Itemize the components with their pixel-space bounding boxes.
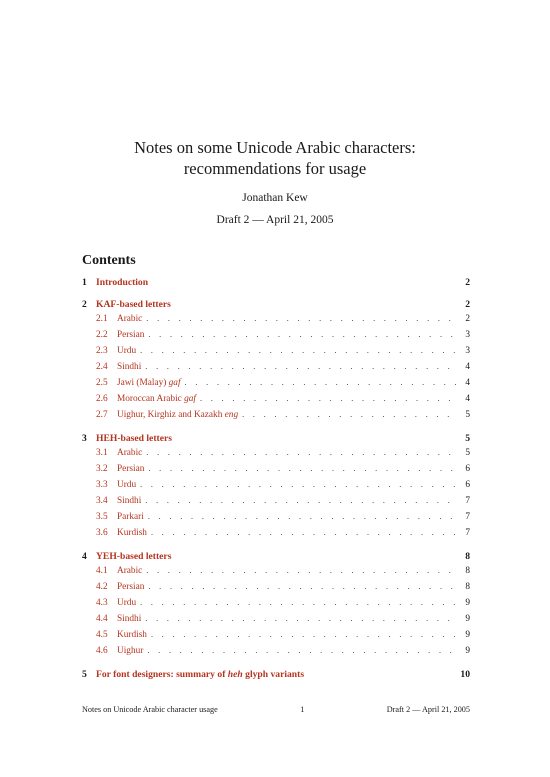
dot-leader (148, 579, 456, 594)
subsection-page-number: 6 (465, 464, 470, 474)
subsection-number: 3.6 (96, 528, 108, 538)
title-line-1: Notes on some Unicode Arabic characters: (134, 138, 416, 157)
subsection-page-number: 9 (465, 598, 470, 608)
document-title (0, 137, 550, 179)
section-title-link[interactable]: HEH-based letters (96, 433, 172, 444)
toc-section (82, 668, 470, 681)
subsection-number: 2.5 (96, 378, 108, 388)
section-page-number: 10 (460, 669, 470, 680)
toc-section-entry[interactable] (82, 276, 470, 289)
toc-subsection-entry[interactable] (82, 579, 470, 595)
subsection-title-link[interactable]: Sindhi (117, 614, 142, 624)
subsection-page-number: 4 (465, 394, 470, 404)
subsection-number: 2.3 (96, 346, 108, 356)
dot-leader (148, 461, 456, 476)
toc-subsection-entry[interactable] (82, 445, 470, 461)
subsection-title-link[interactable]: Persian (117, 582, 145, 592)
subsection-page-number: 3 (465, 330, 470, 340)
section-page-number: 5 (465, 433, 470, 444)
section-number: 4 (82, 551, 87, 562)
section-page-number: 8 (465, 551, 470, 562)
subsection-title-link[interactable]: Sindhi (117, 362, 142, 372)
dot-leader (147, 643, 456, 658)
dot-leader (185, 375, 456, 390)
toc-section-entry[interactable] (82, 550, 470, 563)
dot-leader (145, 611, 456, 626)
section-number: 2 (82, 299, 87, 310)
dot-leader (148, 509, 456, 524)
author: Jonathan Kew (242, 192, 308, 204)
subsection-page-number: 3 (465, 346, 470, 356)
subsection-page-number: 7 (465, 528, 470, 538)
toc-subsection-entry[interactable] (82, 509, 470, 525)
subsection-number: 3.3 (96, 480, 108, 490)
toc-subsection-entry[interactable] (82, 311, 470, 327)
dot-leader (242, 407, 456, 422)
section-page-number: 2 (465, 299, 470, 310)
section-title-link[interactable]: For font designers: summary of heh glyph variants (96, 669, 305, 680)
toc-section (82, 432, 470, 541)
toc-subsection-entry[interactable] (82, 391, 470, 407)
toc-section (82, 550, 470, 659)
subsection-title-link[interactable]: Arabic (117, 314, 143, 324)
toc-subsection-entry[interactable] (82, 477, 470, 493)
draft-date: Draft 2 — April 21, 2005 (216, 214, 334, 226)
dot-leader (146, 311, 456, 326)
dot-leader (200, 391, 456, 406)
dot-leader (140, 343, 456, 358)
dot-leader (145, 493, 456, 508)
page-footer (82, 705, 470, 714)
subsection-title-link[interactable]: Kurdish (117, 528, 147, 538)
title-line-2: recommendations for usage (183, 159, 367, 178)
subsection-title-link[interactable]: Urdu (117, 480, 137, 490)
subsection-title-link[interactable]: Kurdish (117, 630, 147, 640)
dot-leader (151, 525, 456, 540)
section-number: 1 (82, 277, 87, 288)
subsection-page-number: 8 (465, 566, 470, 576)
subsection-title-link[interactable]: Parkari (117, 512, 144, 522)
footer-right: Draft 2 — April 21, 2005 (386, 705, 470, 714)
dot-leader (148, 327, 456, 342)
subsection-number: 2.6 (96, 394, 108, 404)
subsection-title-link[interactable]: Jawi (Malay) gaf (117, 378, 181, 388)
toc-subsection-entry[interactable] (82, 343, 470, 359)
subsection-page-number: 4 (465, 362, 470, 372)
toc-subsection-entry[interactable] (82, 407, 470, 423)
subsection-title-link[interactable]: Urdu (117, 598, 137, 608)
subsection-page-number: 2 (465, 314, 470, 324)
subsection-page-number: 5 (465, 448, 470, 458)
subsection-page-number: 4 (465, 378, 470, 388)
subsection-number: 4.6 (96, 646, 108, 656)
subsection-title-link[interactable]: Persian (117, 464, 145, 474)
section-title-link[interactable]: Introduction (96, 277, 149, 288)
section-page-number: 2 (465, 277, 470, 288)
dot-leader (140, 595, 456, 610)
toc-subsection-entry[interactable] (82, 493, 470, 509)
toc-subsection-entry[interactable] (82, 595, 470, 611)
toc-subsection-entry[interactable] (82, 461, 470, 477)
subsection-number: 2.2 (96, 330, 108, 340)
subsection-number: 4.2 (96, 582, 108, 592)
subsection-title-link[interactable]: Persian (117, 330, 145, 340)
subsection-page-number: 9 (465, 630, 470, 640)
subsection-number: 3.5 (96, 512, 108, 522)
subsection-number: 4.1 (96, 566, 108, 576)
dot-leader (146, 563, 456, 578)
footer-left: Notes on Unicode Arabic character usage (82, 705, 218, 714)
subsection-number: 4.5 (96, 630, 108, 640)
subsection-page-number: 7 (465, 512, 470, 522)
dot-leader (146, 445, 456, 460)
toc-subsection-entry[interactable] (82, 375, 470, 391)
subsection-number: 4.3 (96, 598, 108, 608)
subsection-number: 3.2 (96, 464, 108, 474)
toc-subsection-entry[interactable] (82, 359, 470, 375)
toc-section (82, 276, 470, 289)
toc-section-entry[interactable] (82, 668, 470, 681)
subsection-number: 3.4 (96, 496, 108, 506)
toc-section-entry[interactable] (82, 432, 470, 445)
subsection-number: 2.1 (96, 314, 108, 324)
toc-subsection-entry[interactable] (82, 525, 470, 541)
subsection-number: 2.7 (96, 410, 108, 420)
toc-section (82, 298, 470, 423)
subsection-page-number: 9 (465, 614, 470, 624)
footer-page-number: 1 (300, 705, 305, 714)
toc-subsection-entry[interactable] (82, 611, 470, 627)
dot-leader (145, 359, 456, 374)
section-title-link[interactable]: YEH-based letters (96, 551, 172, 562)
dot-leader (140, 477, 456, 492)
subsection-page-number: 9 (465, 646, 470, 656)
subsection-page-number: 7 (465, 496, 470, 506)
toc-subsection-entry[interactable] (82, 643, 470, 659)
section-title-link[interactable]: KAF-based letters (96, 299, 171, 310)
dot-leader (151, 627, 456, 642)
subsection-number: 2.4 (96, 362, 108, 372)
subsection-title-link[interactable]: Sindhi (117, 496, 142, 506)
contents-heading: Contents (82, 253, 136, 268)
subsection-title-link[interactable]: Uighur, Kirghiz and Kazakh eng (117, 410, 239, 420)
subsection-title-link[interactable]: Arabic (117, 566, 143, 576)
subsection-page-number: 6 (465, 480, 470, 490)
section-number: 3 (82, 433, 87, 444)
subsection-title-link[interactable]: Uighur (117, 646, 144, 656)
subsection-title-link[interactable]: Urdu (117, 346, 137, 356)
subsection-number: 3.1 (96, 448, 108, 458)
toc-section-entry[interactable] (82, 298, 470, 311)
subsection-number: 4.4 (96, 614, 108, 624)
section-number: 5 (82, 669, 87, 680)
toc-subsection-entry[interactable] (82, 627, 470, 643)
subsection-page-number: 5 (465, 410, 470, 420)
toc-subsection-entry[interactable] (82, 563, 470, 579)
subsection-page-number: 8 (465, 582, 470, 592)
subsection-title-link[interactable]: Arabic (117, 448, 143, 458)
table-of-contents (82, 276, 470, 690)
toc-subsection-entry[interactable] (82, 327, 470, 343)
subsection-title-link[interactable]: Moroccan Arabic gaf (117, 394, 197, 404)
